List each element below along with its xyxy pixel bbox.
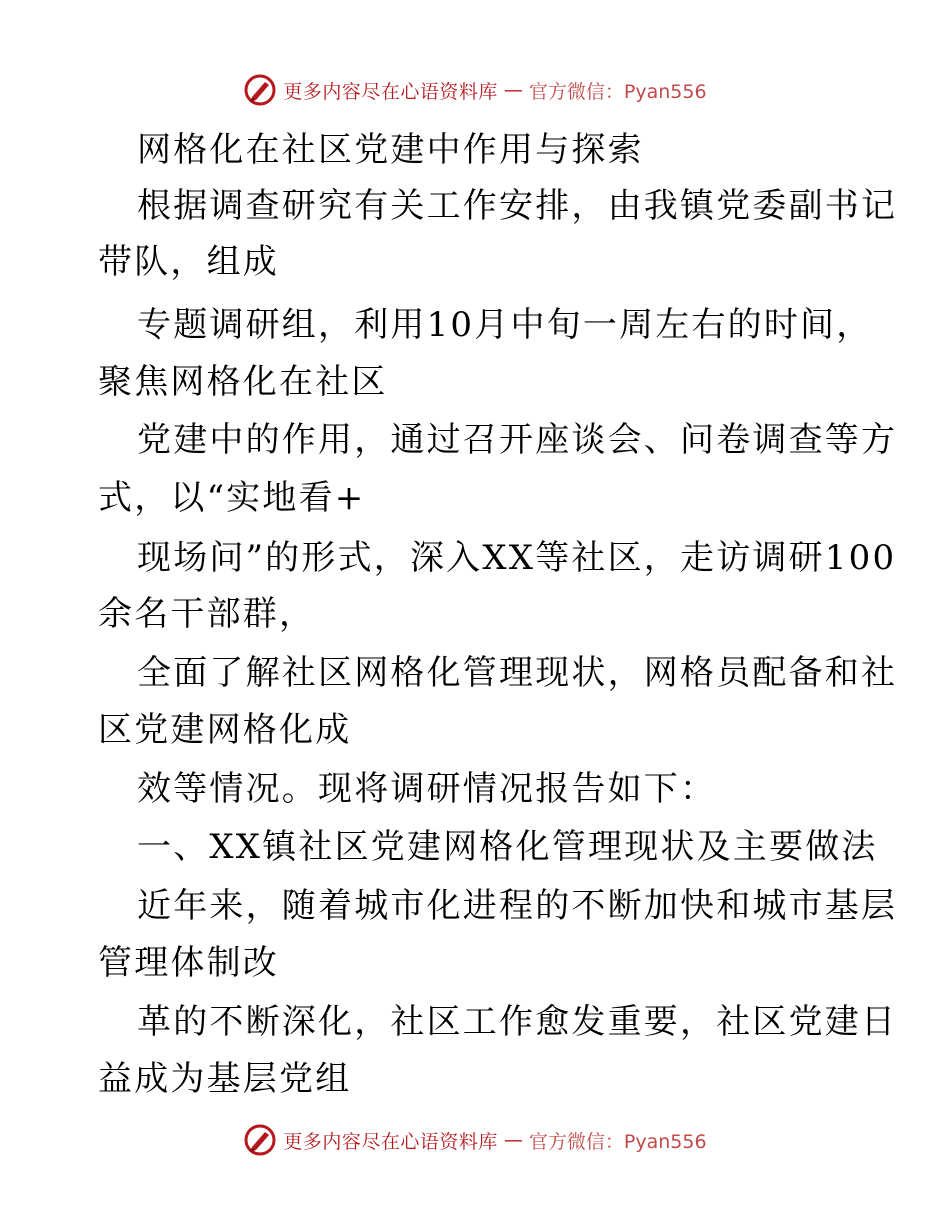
watermark-text: 更多内容尽在心语资料库 <box>283 1130 498 1153</box>
paragraph-line: 聚焦网格化在社区 <box>98 362 388 402</box>
paragraph-line: 全面了解社区网格化管理现状，网格员配备和社 <box>137 653 898 693</box>
watermark-header <box>0 70 950 110</box>
watermark-wechat: 官方微信：Pyan556 <box>528 80 707 103</box>
paragraph-line: 专题调研组，利用10月中旬一周左右的时间， <box>137 305 873 345</box>
paragraph-line: 带队，组成 <box>98 242 279 282</box>
paragraph-line: 近年来，随着城市化进程的不断加快和城市基层 <box>137 886 898 926</box>
document-title: 网格化在社区党建中作用与探索 <box>137 130 644 170</box>
paragraph-line: 党建中的作用，通过召开座谈会、问卷调查等方 <box>137 420 898 460</box>
watermark-dash: — <box>503 79 523 101</box>
pen-logo-icon <box>243 1123 277 1157</box>
paragraph-line: 余名干部群， <box>98 594 316 634</box>
watermark-text: 更多内容尽在心语资料库 <box>283 80 498 103</box>
paragraph-line: 效等情况。现将调研情况报告如下： <box>137 769 717 809</box>
paragraph-line: 式，以“实地看+ <box>98 478 366 518</box>
paragraph-line: 益成为基层党组 <box>98 1059 352 1099</box>
paragraph-line: 革的不断深化，社区工作愈发重要，社区党建日 <box>137 1002 898 1042</box>
paragraph-line: 根据调查研究有关工作安排，由我镇党委副书记 <box>137 186 898 226</box>
paragraph-line: 管理体制改 <box>98 943 279 983</box>
watermark-dash: — <box>503 1129 523 1151</box>
watermark-footer <box>0 1120 950 1160</box>
pen-logo-icon <box>243 73 277 107</box>
paragraph-line: 区党建网格化成 <box>98 710 352 750</box>
watermark-wechat: 官方微信：Pyan556 <box>528 1130 707 1153</box>
paragraph-line: 现场问”的形式，深入XX等社区，走访调研100 <box>137 538 897 578</box>
section-heading: 一、XX镇社区党建网格化管理现状及主要做法 <box>137 827 878 867</box>
